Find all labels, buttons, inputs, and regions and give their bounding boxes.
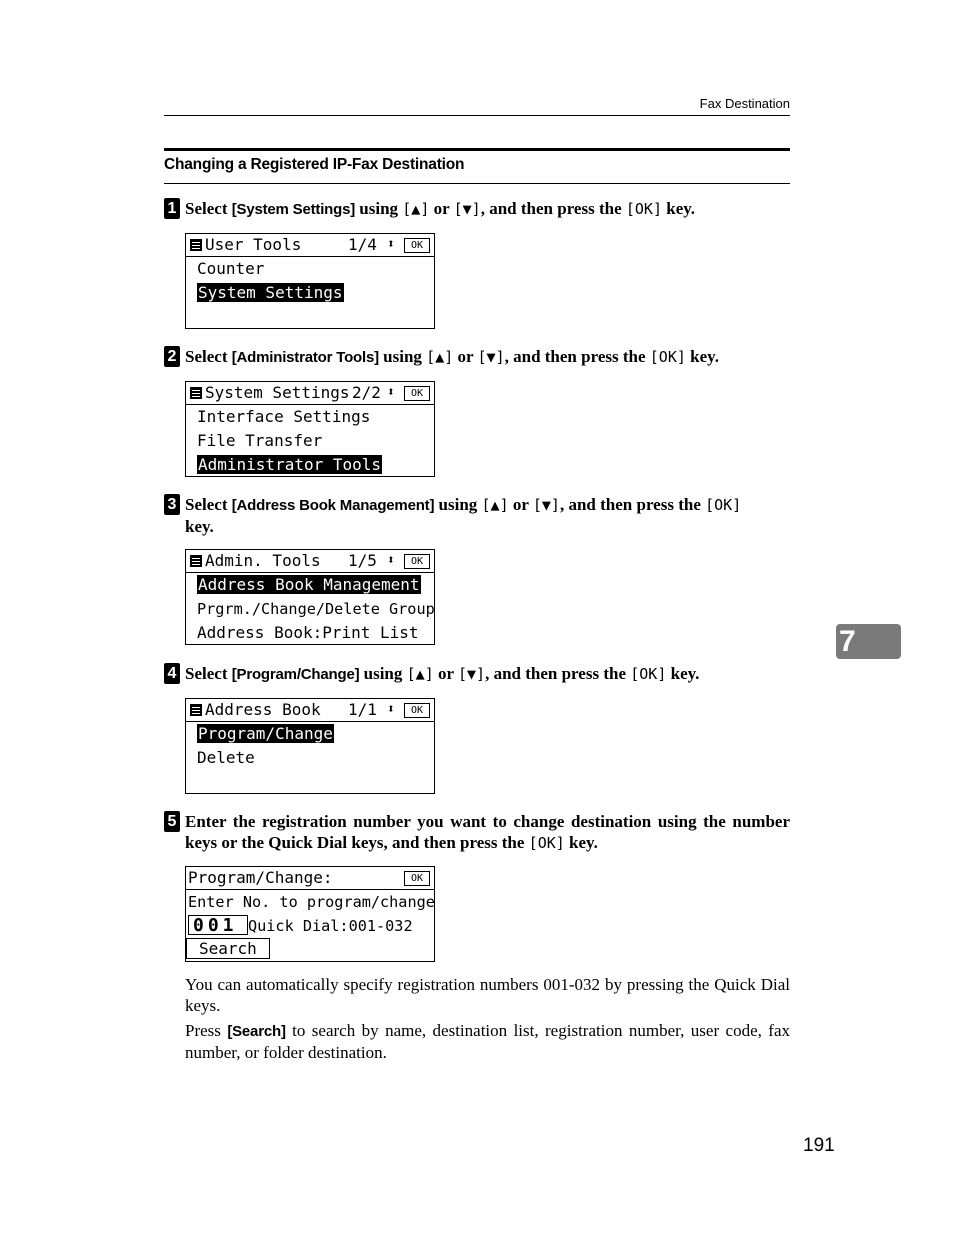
lcd-header — [186, 699, 434, 722]
registration-number-input[interactable]: 001 — [188, 915, 248, 935]
running-header: Fax Destination — [699, 96, 790, 111]
lcd-screen-program-change — [185, 866, 435, 962]
lcd-menu-item-selected[interactable]: Program/Change — [198, 724, 333, 743]
lcd-prompt: Enter No. to program/change — [188, 893, 435, 911]
down-key: [▼] — [453, 200, 481, 218]
lcd-menu-item-selected[interactable]: System Settings — [198, 283, 343, 302]
step-1 — [164, 198, 790, 222]
lcd-title: Program/Change: — [188, 868, 333, 887]
lcd-title: Address Book — [205, 700, 321, 719]
ui-label-program-change: [Program/Change] — [231, 666, 360, 683]
page-number: 191 — [803, 1135, 835, 1156]
ui-label-system-settings: [System Settings] — [231, 201, 356, 218]
ok-key: [OK] — [528, 834, 565, 852]
ok-icon: OK — [404, 703, 430, 718]
ok-key: [OK] — [705, 496, 742, 514]
up-key: [▲] — [406, 665, 434, 683]
lcd-menu-item[interactable]: Counter — [197, 259, 265, 278]
document-icon — [190, 704, 202, 716]
lcd-softkey-row — [186, 938, 434, 960]
lcd-menu-item-selected[interactable]: Address Book Management — [198, 575, 420, 594]
step-instruction: Select [Administrator Tools] using [▲] or [▼], and then press the [OK] key. — [185, 347, 719, 366]
search-button[interactable]: Search — [186, 938, 270, 959]
note-quick-dial: You can automatically specify registration numbers 001-032 by pressing the Quick Dial keys. — [185, 975, 790, 1015]
ui-label-administrator-tools: [Administrator Tools] — [231, 349, 379, 366]
lcd-title: Admin. Tools — [205, 551, 321, 570]
step-instruction: Select [Address Book Management] using [▲] or [▼], and then press the [OK] key. — [185, 495, 742, 536]
lcd-header — [186, 550, 434, 573]
down-key: [▼] — [477, 348, 505, 366]
step-number-badge: 3 — [164, 494, 180, 515]
document-icon — [190, 555, 202, 567]
ok-icon: OK — [404, 238, 430, 253]
lcd-menu-item[interactable]: File Transfer — [197, 431, 323, 450]
up-key: [▲] — [426, 348, 454, 366]
up-key: [▲] — [481, 496, 509, 514]
step-4 — [164, 663, 790, 687]
lcd-page-indicator: 2/2 — [352, 383, 381, 402]
header-divider — [164, 115, 790, 116]
section-rule-top — [164, 148, 790, 151]
lcd-header — [186, 234, 434, 257]
ok-key: [OK] — [630, 665, 667, 683]
quick-dial-range: Quick Dial:001-032 — [248, 917, 413, 935]
section-rule-bottom — [164, 183, 790, 184]
scroll-arrows-icon: ⬍ — [387, 553, 395, 568]
ui-label-search: [Search] — [227, 1023, 286, 1040]
lcd-title: System Settings — [205, 383, 350, 402]
chapter-tab: 7 — [836, 624, 901, 659]
lcd-menu-item[interactable]: Delete — [197, 748, 255, 767]
ok-icon: OK — [404, 554, 430, 569]
lcd-number-entry-row — [186, 914, 434, 938]
ui-label-address-book-management: [Address Book Management] — [231, 497, 435, 514]
ok-key: [OK] — [625, 200, 662, 218]
ok-icon: OK — [404, 386, 430, 401]
lcd-menu-item[interactable]: Address Book:Print List — [197, 623, 419, 642]
lcd-page-indicator: 1/1 — [348, 700, 377, 719]
lcd-page-indicator: 1/4 — [348, 235, 377, 254]
lcd-screen-admin-tools — [185, 549, 435, 645]
lcd-menu-item-selected[interactable]: Administrator Tools — [198, 455, 382, 474]
lcd-header — [186, 867, 434, 890]
lcd-title: User Tools — [205, 235, 302, 254]
step-instruction: Select [System Settings] using [▲] or [▼], and then press the [OK] key. — [185, 199, 696, 218]
scroll-arrows-icon: ⬍ — [387, 702, 395, 717]
section-title: Changing a Registered IP-Fax Destination — [164, 156, 465, 173]
step-3 — [164, 494, 790, 538]
ok-key: [OK] — [649, 348, 686, 366]
ok-icon: OK — [404, 871, 430, 886]
step-number-badge: 2 — [164, 346, 180, 367]
step-5 — [164, 811, 790, 855]
lcd-menu-item[interactable]: Interface Settings — [197, 407, 371, 426]
lcd-page-indicator: 1/5 — [348, 551, 377, 570]
step-2 — [164, 346, 790, 370]
document-icon — [190, 239, 202, 251]
scroll-arrows-icon: ⬍ — [387, 237, 395, 252]
step-number-badge: 1 — [164, 198, 180, 219]
down-key: [▼] — [457, 665, 486, 683]
lcd-menu-item[interactable]: Prgrm./Change/Delete Group — [197, 600, 435, 618]
lcd-screen-user-tools — [185, 233, 435, 329]
step-number-badge: 4 — [164, 663, 180, 684]
down-key: [▼] — [532, 496, 560, 514]
lcd-screen-system-settings — [185, 381, 435, 477]
lcd-header — [186, 382, 434, 405]
lcd-screen-address-book — [185, 698, 435, 794]
up-key: [▲] — [402, 200, 430, 218]
document-icon — [190, 387, 202, 399]
step-instruction: Select [Program/Change] using [▲] or [▼], and then press the [OK] key. — [185, 664, 700, 683]
step-instruction: Enter the registration number you want to change destination using the number keys or the Quick Dial keys, and then press the [OK] key. — [185, 812, 790, 852]
step-number-badge: 5 — [164, 811, 180, 832]
scroll-arrows-icon: ⬍ — [387, 385, 395, 400]
note-search: Press [Search] to search by name, destination list, registration number, user code, fax number, or folder destination. — [185, 1021, 790, 1062]
